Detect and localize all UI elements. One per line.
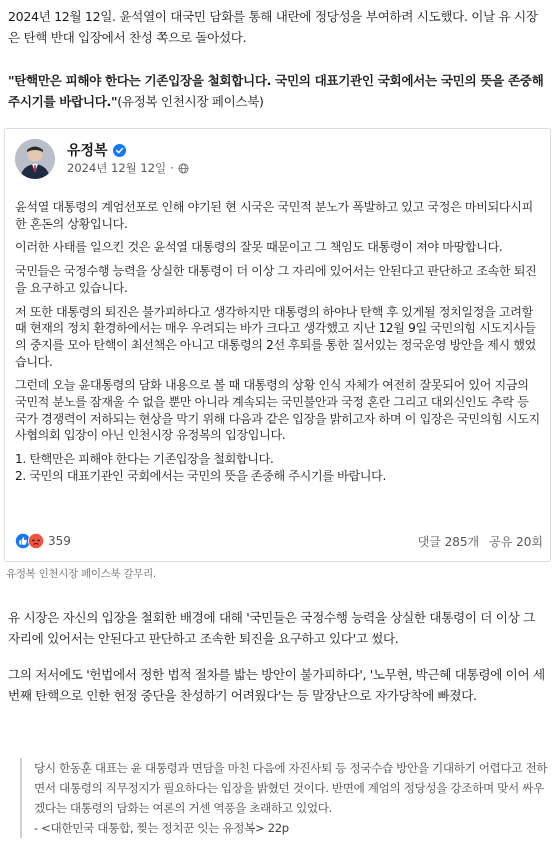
post-paragraph: 윤석열 대통령의 계엄선포로 인해 야기된 현 시국은 국민적 분노가 폭발하고 있고 국정은 마비되다시피한 혼돈의 상황입니다. [15, 200, 533, 231]
post-list-item: 1. 탄핵만은 피해야 한다는 기존입장을 철회합니다. [15, 452, 274, 467]
post-footer [15, 531, 543, 551]
body-paragraph: 유 시장은 자신의 입장을 철회한 배경에 대해 '국민들은 국정수행 능력을 상실한 대통령이 더 이상 그 자리에 있어서는 안된다고 판단하고 조속한 퇴진을 요구하고 있다'고 썼다. [8, 610, 535, 646]
pull-quote-text: "탄핵만은 피해야 한다는 기존입장을 철회합니다. 국민의 대표기관인 국회에서는 국민의 뜻을 존중해 주시기를 바랍니다." [8, 73, 544, 109]
pull-quote [8, 70, 548, 112]
post-paragraph: 그런데 오늘 윤대통령의 담화 내용으로 볼 때 대통령의 상황 인식 자체가 여전히 잘못되어 있어 지금의 국민적 분노를 잠재울 수 없을 뿐만 아니라 계속되는 국민불안과 국정 혼란 그리고 대외신인도 추락 등 국가 경쟁력이 저하되는 현상을 막기 위해 다음과 같은 입장을 밝히고자 하며 이 입장은 국민의힘 시도지사협의회 입장이 아닌 인천시장 유정복의 입장입니다. [15, 378, 540, 443]
post-paragraph: 저 또한 대통령의 퇴진은 불가피하다고 생각하지만 대통령의 하야나 탄핵 후 있게될 정치일정을 고려할 때 현재의 정치 환경하에서는 매우 우려되는 바가 크다고 생각했고 지난 12월 9일 국민의힘 시도지사들의 중지를 모아 탄핵이 최선책은 아니고 대통령의 2선 후퇴를 통한 질서있는 정국운영 방안을 제시 했었습니다. [15, 304, 536, 369]
reactions-summary[interactable] [15, 533, 71, 549]
engagement-stats [418, 533, 543, 550]
reaction-icons [15, 533, 44, 549]
intro-paragraph: 2024년 12월 12일. 윤석열이 대국민 담화를 통해 내란에 정당성을 부여하려 시도했다. 이날 유 시장은 탄핵 반대 입장에서 찬성 쪽으로 돌아섰다. [8, 9, 538, 45]
author-row [67, 140, 126, 160]
reaction-count: 359 [48, 534, 71, 548]
shares-count[interactable]: 공유 20회 [489, 534, 543, 549]
post-header [15, 139, 535, 191]
post-body [15, 199, 543, 485]
excerpt-text: 당시 한동훈 대표는 윤 대통령과 면담을 마친 다음에 자진사퇴 등 정국수습 방안을 기대하기 어렵다고 전하면서 대통령의 직무정지가 필요하다는 입장을 밝혔던 것이다. 반면에 계엄의 정당성을 강조하며 맞서 싸우겠다는 대통령의 담화는 여론의 거센 역풍을 초래하고 있었다. [34, 761, 548, 815]
facebook-post-embed [4, 128, 551, 562]
angry-icon [28, 533, 44, 549]
globe-icon [178, 163, 189, 174]
image-caption: 유정복 인천시장 페이스북 갈무리. [6, 568, 156, 580]
body-paragraph: 그의 저서에도 '헌법에서 정한 법적 절차를 밟는 방안이 불가피하다', '노무현, 박근혜 대통령에 이어 세 번째 탄핵으로 인한 헌정 중단을 찬성하기 어려웠다'는 등 말장난으로 자가당착에 빠졌다. [8, 667, 545, 703]
meta-separator: · [170, 161, 174, 175]
excerpt-source: - <대한민국 대통합, 찢는 정치꾼 잇는 유정복> 22p [34, 821, 289, 835]
comments-count[interactable]: 댓글 285개 [417, 534, 480, 549]
book-excerpt-quote [20, 758, 548, 838]
post-meta [67, 160, 189, 176]
avatar[interactable] [15, 139, 55, 179]
post-date[interactable]: 2024년 12월 12일 [67, 161, 167, 175]
post-list-item: 2. 국민의 대표기관인 국회에서는 국민의 뜻을 존중해 주시기를 바랍니다. [15, 468, 386, 483]
author-name[interactable]: 유정복 [67, 143, 108, 159]
pull-quote-source: (유정복 인천시장 페이스북) [117, 94, 264, 109]
verified-badge-icon [113, 144, 126, 157]
post-paragraph: 이러한 사태를 일으킨 것은 윤석열 대통령의 잘못 때문이고 그 책임도 대통령이 져야 마땅합니다. [15, 240, 503, 255]
post-paragraph: 국민들은 국정수행 능력을 상실한 대통령이 더 이상 그 자리에 있어서는 안된다고 판단하고 조속한 퇴진을 요구하고 있습니다. [15, 264, 537, 295]
